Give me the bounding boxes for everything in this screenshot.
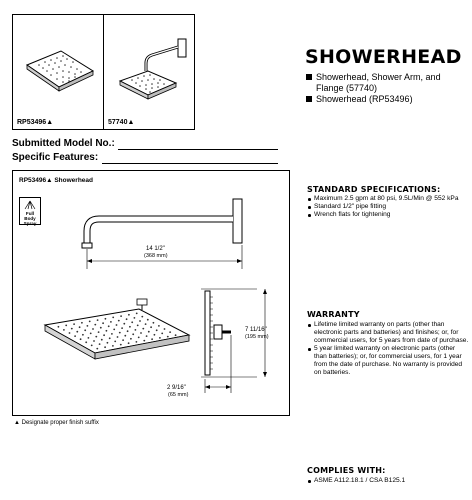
height-metric: (195 mm)	[245, 334, 269, 340]
finish-footnote: ▲ Designate proper finish suffix	[14, 420, 99, 426]
thumbnail-model-label: RP53496▲	[17, 119, 54, 126]
list-item: Maximum 2.5 gpm at 80 psi, 9.5L/Min @ 552 kPa	[307, 195, 469, 203]
list-item: Showerhead (RP53496)	[306, 94, 466, 105]
page-title: SHOWERHEAD	[305, 46, 462, 68]
warranty-list	[307, 321, 469, 377]
list-item: 5 year limited warranty on electronic parts (other than batteries); or, for commercial users, for 1 year from the date of purchase. No warranty is provided on batteries.	[307, 345, 469, 377]
arm-length-dimension: 14 1/2"	[146, 246, 165, 252]
showerhead-thumbnail-icon	[19, 43, 99, 103]
warranty-title: WARRANTY	[307, 310, 360, 319]
depth-dimension: 2 9/16"	[167, 385, 186, 391]
depth-metric: (65 mm)	[168, 392, 189, 398]
thumbnail-model-label: 57740▲	[108, 119, 135, 126]
submitted-model-field[interactable]	[118, 149, 278, 150]
height-dimension: 7 11/16"	[245, 327, 267, 333]
spray-badge-label: Full Body Spray	[23, 211, 37, 227]
complies-title: COMPLIES WITH:	[307, 466, 386, 475]
submitted-model-label: Submitted Model No.:	[12, 138, 115, 149]
thumbnail-box-showerhead	[12, 14, 104, 130]
list-item: Lifetime limited warranty on parts (other than electronic parts and batteries) and finishes; or, for commercial users, for 5 years from date of purchase.	[307, 321, 469, 345]
shower-arm-thumbnail-icon	[108, 33, 194, 113]
shower-arm-side-view-icon	[73, 185, 249, 275]
showerhead-perspective-icon	[35, 297, 195, 373]
spray-badge	[19, 197, 41, 225]
list-item: Showerhead, Shower Arm, and Flange (57740)	[306, 72, 466, 94]
model-list	[306, 72, 466, 105]
full-body-spray-icon	[23, 200, 37, 210]
list-item: Wrench flats for tightening	[307, 211, 469, 219]
drawing-panel	[12, 170, 290, 416]
specs-list	[307, 195, 469, 219]
specs-title: STANDARD SPECIFICATIONS:	[307, 185, 441, 194]
list-item: Standard 1/2" pipe fitting	[307, 203, 469, 211]
arm-length-metric: (368 mm)	[144, 253, 168, 259]
specific-features-label: Specific Features:	[12, 152, 99, 163]
complies-list	[307, 477, 469, 485]
showerhead-side-profile-icon	[187, 281, 287, 401]
drawing-caption: RP53496▲ Showerhead	[19, 177, 93, 184]
list-item: ASME A112.18.1 / CSA B125.1	[307, 477, 469, 485]
specific-features-field[interactable]	[102, 163, 278, 164]
thumbnail-box-arm-set	[103, 14, 195, 130]
